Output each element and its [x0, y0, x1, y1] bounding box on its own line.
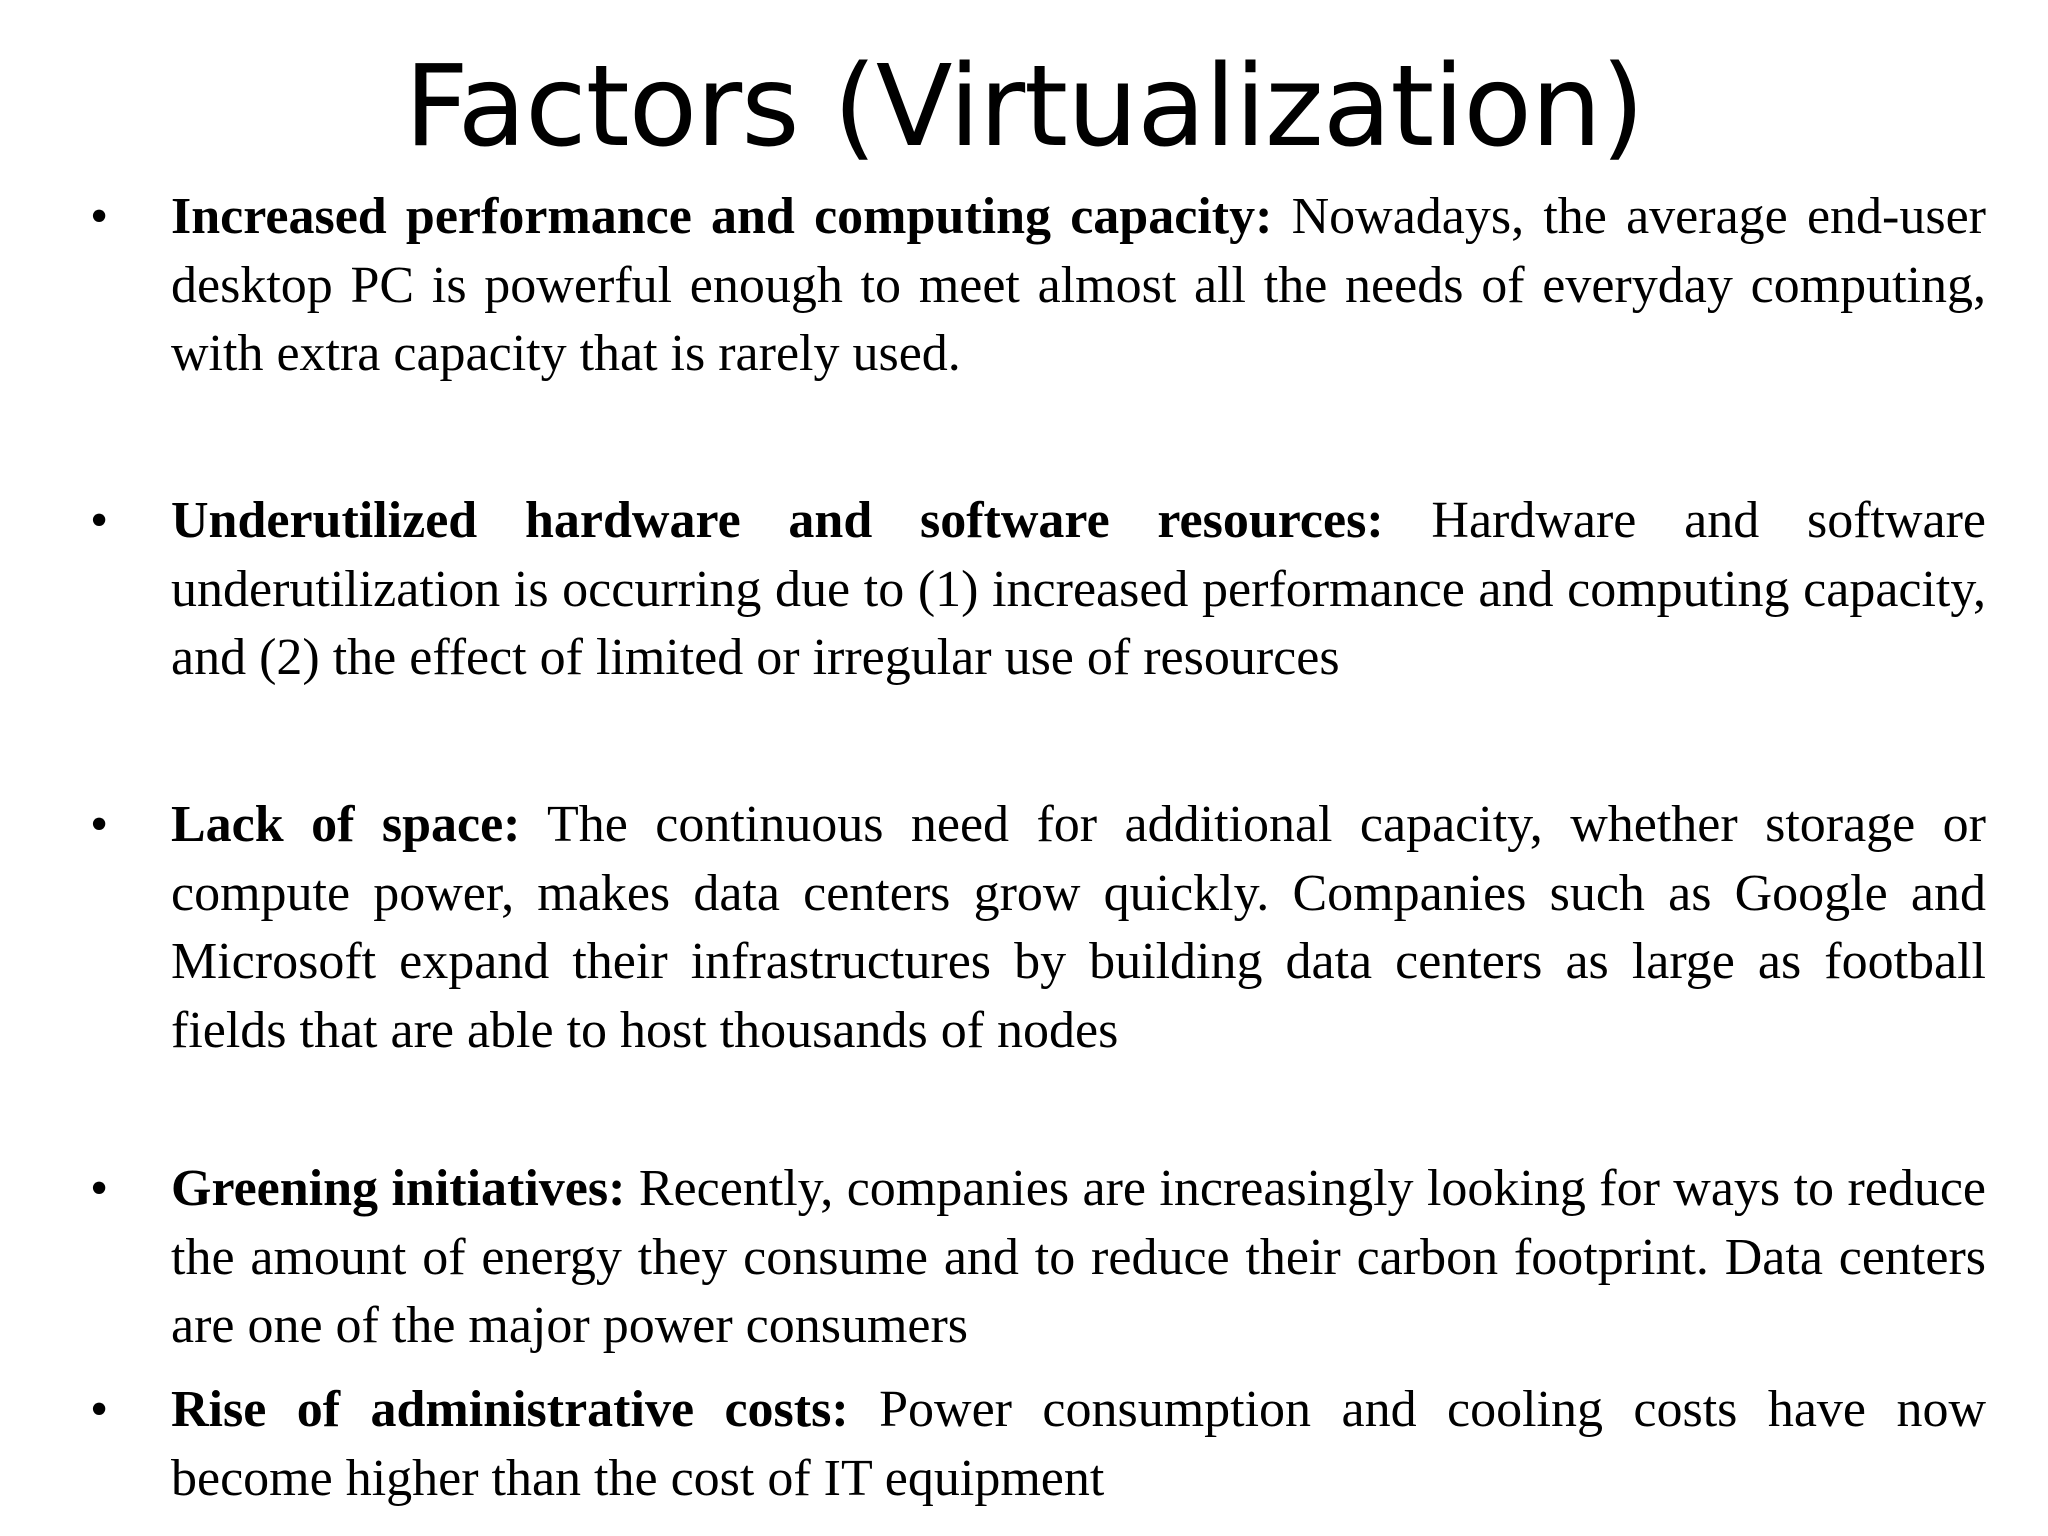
- bullet-description: The continuous need for additional capacity, whether storage or compute power, makes data centers grow quickly. Companies such as Google and Microsoft expand their infrastructures by building data centers as large as football fields that are able to host thousands of nodes: [171, 796, 1986, 1059]
- bullet-text: [171, 1376, 1986, 1513]
- bullet-description: Recently, companies are increasingly looking for ways to reduce the amount of energy they consume and to reduce their carbon footprint. Data centers are one of the major power consumers: [171, 1160, 1987, 1354]
- bullet-marker: •: [90, 796, 109, 853]
- bullet-marker: •: [90, 1381, 109, 1438]
- bullet-term: Rise of administrative costs:: [171, 1381, 849, 1438]
- bullet-text: [171, 791, 1986, 1065]
- bullet-text: [171, 487, 1986, 693]
- bullet-term: Lack of space:: [171, 796, 521, 853]
- bullet-term: Greening initiatives:: [171, 1160, 626, 1217]
- bullet-description: Hardware and software underutilization is occurring due to (1) increased performance and computing capacity, and (2) the effect of limited or irregular use of resources: [171, 492, 1986, 686]
- bullet-marker: •: [90, 492, 109, 549]
- bullet-description: Nowadays, the average end-user desktop PC is powerful enough to meet almost all the needs of everyday computing, with extra capacity that is rarely used.: [171, 188, 1986, 382]
- bullet-text: [171, 183, 1986, 389]
- bullet-text: [171, 1155, 1986, 1361]
- slide-title: Factors (Virtualization): [404, 42, 1644, 172]
- bullet-term: Underutilized hardware and software resources:: [171, 492, 1384, 549]
- bullet-term: Increased performance and computing capacity:: [171, 188, 1273, 245]
- bullet-marker: •: [90, 1160, 109, 1217]
- bullet-description: Power consumption and cooling costs have now become higher than the cost of IT equipment: [171, 1381, 1986, 1507]
- bullet-marker: •: [90, 188, 109, 245]
